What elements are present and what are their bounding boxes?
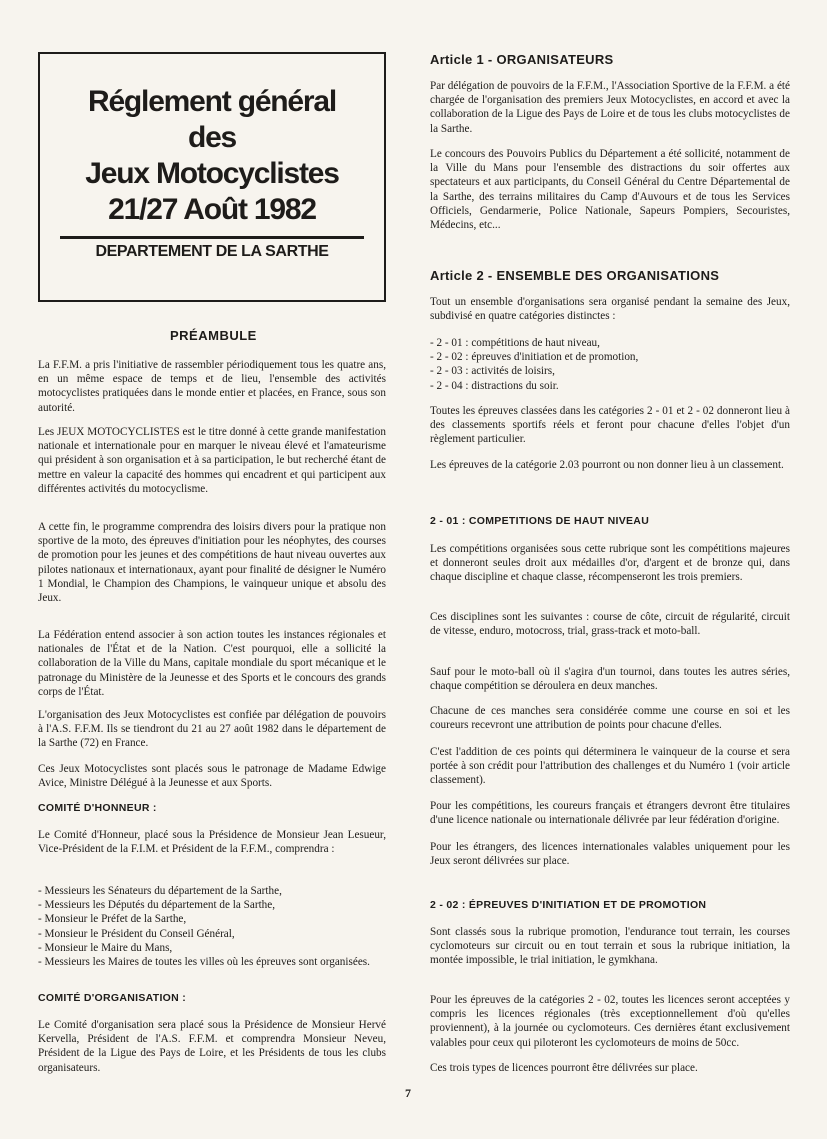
- section201-heading: 2 - 01 : COMPETITIONS DE HAUT NIVEAU: [430, 515, 650, 527]
- list-item: - Monsieur le Maire du Mans,: [38, 941, 173, 954]
- list-item: - Messieurs les Députés du département de la Sarthe,: [38, 899, 276, 912]
- article2-p1: [430, 295, 790, 323]
- section201-p6-text: Pour les compétitions, les coureurs français et étrangers devront être titulaires d'une licence nationale ou internationale délivrée par leur fédération d'origine.: [430, 800, 790, 827]
- section201-p4-text: Chacune de ces manches sera considérée comme une course en soi et les coureurs recevront une attribution de points pour chacune d'elles.: [430, 705, 790, 732]
- section201-p4: [430, 704, 790, 732]
- list-item: - 2 - 02 : épreuves d'initiation et de promotion,: [430, 351, 639, 364]
- title-box: [38, 52, 386, 302]
- article2-heading: Article 2 - ENSEMBLE DES ORGANISATIONS: [430, 268, 720, 283]
- article2-p3-text: Les épreuves de la catégorie 2.03 pourront ou non donner lieu à un classement.: [430, 459, 784, 471]
- article1-p2-text: Le concours des Pouvoirs Publics du Département a été sollicité, notamment de la Ville du Mans pour l'ensemble des distractions du soir offertes aux spectateurs et aux participants, du Conseil Général du Centre Départemental de la Sarthe, des terrains militaires du Camp d'Auvours et de tous les Services Officiels, Gendarmerie, Police Nationale, Sapeurs Pompiers, Secouristes, Médecins, etc...: [430, 148, 790, 232]
- article1-heading: Article 1 - ORGANISATEURS: [430, 52, 614, 67]
- article2-p2: [430, 404, 790, 447]
- section202-p1: [430, 925, 790, 968]
- preambule-p4: [38, 628, 386, 699]
- article1-p1: [430, 79, 790, 136]
- preambule-p1-text: La F.F.M. a pris l'initiative de rassembler périodiquement tous les quatre ans, en un même espace de temps et de lieu, l'ensemble des activités motocyclistes pratiquées dans le monde entier et placées, en France, sous son autorité.: [38, 359, 386, 414]
- section202-p3-text: Ces trois types de licences pourront être délivrées sur place.: [430, 1062, 698, 1074]
- title-line-3: Jeux Motocyclistes: [85, 157, 339, 190]
- preambule-heading: PRÉAMBULE: [170, 328, 257, 343]
- section202-p2: [430, 993, 790, 1050]
- preambule-p6: [38, 762, 386, 790]
- section201-p7: [430, 840, 790, 868]
- title-divider: [60, 236, 364, 239]
- comite-honneur-list: [38, 884, 386, 969]
- preambule-p1: [38, 358, 386, 415]
- article2-p2-text: Toutes les épreuves classées dans les catégories 2 - 01 et 2 - 02 donneront lieu à des classements sportifs réels et feront pour chacune d'elles l'objet d'un règlement particulier.: [430, 405, 790, 446]
- section201-p5: [430, 745, 790, 788]
- section201-p2: [430, 610, 790, 638]
- preambule-p2: [38, 425, 386, 496]
- list-item: - 2 - 04 : distractions du soir.: [430, 379, 559, 392]
- list-item: - Messieurs les Sénateurs du département de la Sarthe,: [38, 885, 282, 897]
- comite-honneur-heading: COMITÉ D'HONNEUR :: [38, 802, 157, 814]
- article2-p3: [430, 458, 790, 472]
- title-line-4: 21/27 Août 1982: [108, 193, 316, 226]
- article2-p1-text: Tout un ensemble d'organisations sera organisé pendant la semaine des Jeux, subdivisé en quatre catégories distinctes :: [430, 296, 790, 323]
- list-item: - Monsieur le Président du Conseil Général,: [38, 927, 235, 940]
- title-line-2: des: [187, 121, 237, 154]
- comite-honneur-p1-text: Le Comité d'Honneur, placé sous la Présidence de Monsieur Jean Lesueur, Vice-Président de la F.I.M. et Président de la F.F.M., comprendra :: [38, 829, 386, 856]
- section202-heading: 2 - 02 : ÉPREUVES D'INITIATION ET DE PROMOTION: [430, 899, 707, 911]
- preambule-p5: [38, 708, 386, 751]
- preambule-p5-text: L'organisation des Jeux Motocyclistes est confiée par délégation de pouvoirs à l'A.S. F.F.M. Ils se tiendront du 21 au 27 août 1982 dans le département de la Sarthe (72) en France.: [38, 709, 386, 750]
- comite-honneur-p1: [38, 828, 386, 856]
- preambule-p6-text: Ces Jeux Motocyclistes sont placés sous le patronage de Madame Edwige Avice, Ministre Délégué à la Jeunesse et aux Sports.: [38, 763, 386, 790]
- comite-organisation-heading: COMITÉ D'ORGANISATION :: [38, 992, 187, 1004]
- preambule-p3-text: A cette fin, le programme comprendra des loisirs divers pour la pratique non sportive de la moto, des épreuves d'initiation pour les néophytes, des courses de promotion pour les jeunes et des compétitions de haut niveau ouvertes aux pilotes nationaux et internationaux, ayant pour finalité de désigner le Numéro 1 Mondial, le Champion des Champions, le vainqueur unique et absolu des Jeux.: [38, 521, 386, 605]
- preambule-p2-text: Les JEUX MOTOCYCLISTES est le titre donné à cette grande manifestation nationale et internationale pour en marquer le niveau élevé et l'amateurisme qui président à son organisation et à sa participation, le but recherché étant de mettre en valeur la capacité des hommes qui encadrent et qui participent aux différentes activités du motocyclisme.: [38, 426, 386, 495]
- article2-list: [430, 336, 790, 393]
- list-item: - 2 - 01 : compétitions de haut niveau,: [430, 337, 600, 349]
- list-item: - Monsieur le Préfet de la Sarthe,: [38, 913, 187, 926]
- preambule-p4-text: La Fédération entend associer à son action toutes les instances régionales et nationales de l'État et de la Nation. C'est pourquoi, elle a sollicité la collaboration de la Ville du Mans, capitale mondiale du sport mécanique et le patronage du Ministère de la Jeunesse et des Sports et le concours des grands corps de l'État.: [38, 629, 386, 698]
- section202-p1-text: Sont classés sous la rubrique promotion, l'endurance tout terrain, les courses cyclomoteurs sur circuit ou en tout terrain et sous la rubrique initiation, la montée impossible, le trial initiation, le gymkhana.: [430, 926, 790, 967]
- section201-p1-text: Les compétitions organisées sous cette rubrique sont les compétitions majeures et donneront seules droit aux médailles d'or, d'argent et de bronze qui, dans chaque discipline et chaque classe, récompenseront les trois premiers.: [430, 543, 790, 584]
- article1-p2: [430, 147, 790, 232]
- section201-p1: [430, 542, 790, 585]
- section201-p3-text: Sauf pour le moto-ball où il s'agira d'un tournoi, dans toutes les autres séries, chaque compétition se déroulera en deux manches.: [430, 666, 790, 693]
- section201-p7-text: Pour les étrangers, des licences internationales valables uniquement pour les Jeux seront délivrées sur place.: [430, 841, 790, 868]
- list-item: - 2 - 03 : activités de loisirs,: [430, 365, 555, 378]
- section202-p3: [430, 1061, 790, 1075]
- list-item: - Messieurs les Maires de toutes les villes où les épreuves sont organisées.: [38, 956, 370, 969]
- preambule-p3: [38, 520, 386, 605]
- section201-p5-text: C'est l'addition de ces points qui déterminera le vainqueur de la course et sera portée à son crédit pour l'attribution des challenges et du Numéro 1 (voir article classement).: [430, 746, 790, 787]
- title-subtitle: DEPARTEMENT DE LA SARTHE: [95, 243, 329, 260]
- article1-p1-text: Par délégation de pouvoirs de la F.F.M., l'Association Sportive de la F.F.M. a été chargée de l'organisation des premiers Jeux Motocyclistes, en accord et avec la collaboration de la Ligue des Pays de Loire et de tous les clubs motocyclistes de la Sarthe.: [430, 80, 790, 135]
- page-number: 7: [405, 1086, 411, 1100]
- title-line-1: Réglement général: [87, 85, 337, 118]
- section202-p2-text: Pour les épreuves de la catégories 2 - 02, toutes les licences seront acceptées y compris les licences régionales (très exceptionnellement d'où qu'elles proviennent), à la journée ou cyclomoteurs. Ces dernières étant exclusivement valables pour ceux qui piloteront les cyclomoteurs de moins de 50cc.: [430, 994, 790, 1049]
- section201-p6: [430, 799, 790, 827]
- comite-organisation-p1: [38, 1018, 386, 1075]
- section201-p3: [430, 665, 790, 693]
- section201-p2-text: Ces disciplines sont les suivantes : course de côte, circuit de régularité, circuit de vitesse, enduro, motocross, trial, grass-track et moto-ball.: [430, 611, 790, 638]
- comite-organisation-p1-text: Le Comité d'organisation sera placé sous la Présidence de Monsieur Hervé Kervella, Président de l'A.S. F.F.M. et comprendra Monsieur Neveu, Président de la Ligue des Pays de Loire, et les Présidents de tous les clubs organisateurs.: [38, 1019, 386, 1074]
